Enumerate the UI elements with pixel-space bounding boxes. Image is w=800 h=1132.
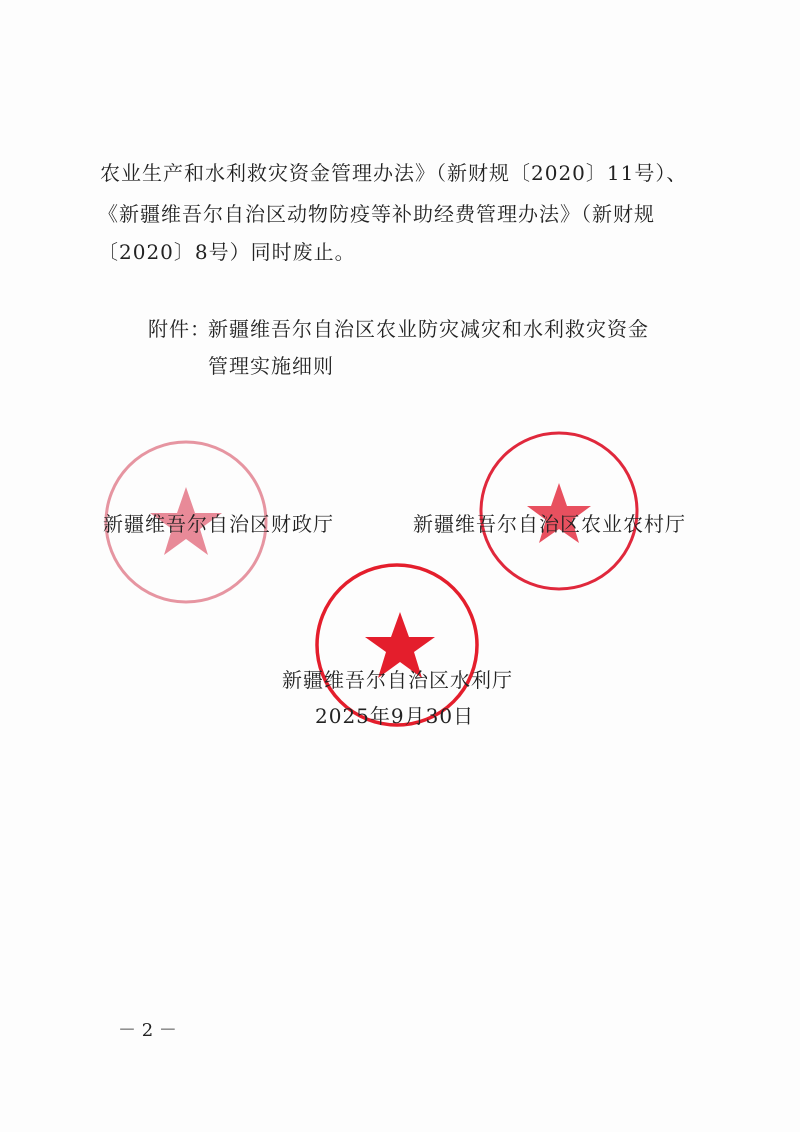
page-number: － 2 －: [118, 1020, 177, 1041]
signature-agriculture: 新疆维吾尔自治区农业农村厅: [413, 512, 686, 536]
signature-water: 新疆维吾尔自治区水利厅: [282, 668, 513, 692]
attachment-label: 附件：: [148, 317, 211, 341]
body-line-1: 农业生产和水利救灾资金管理办法》（新财规〔2020〕11号）、: [100, 161, 688, 185]
body-line-3: 〔2020〕8号）同时废止。: [98, 240, 356, 264]
signature-finance: 新疆维吾尔自治区财政厅: [103, 512, 334, 536]
signature-date: 2025年9月30日: [315, 704, 475, 728]
attachment-title-line1: 新疆维吾尔自治区农业防灾减灾和水利救灾资金: [208, 317, 649, 341]
attachment-title-line2: 管理实施细则: [208, 354, 334, 378]
body-line-2: 《新疆维吾尔自治区动物防疫等补助经费管理办法》（新财规: [98, 202, 655, 226]
